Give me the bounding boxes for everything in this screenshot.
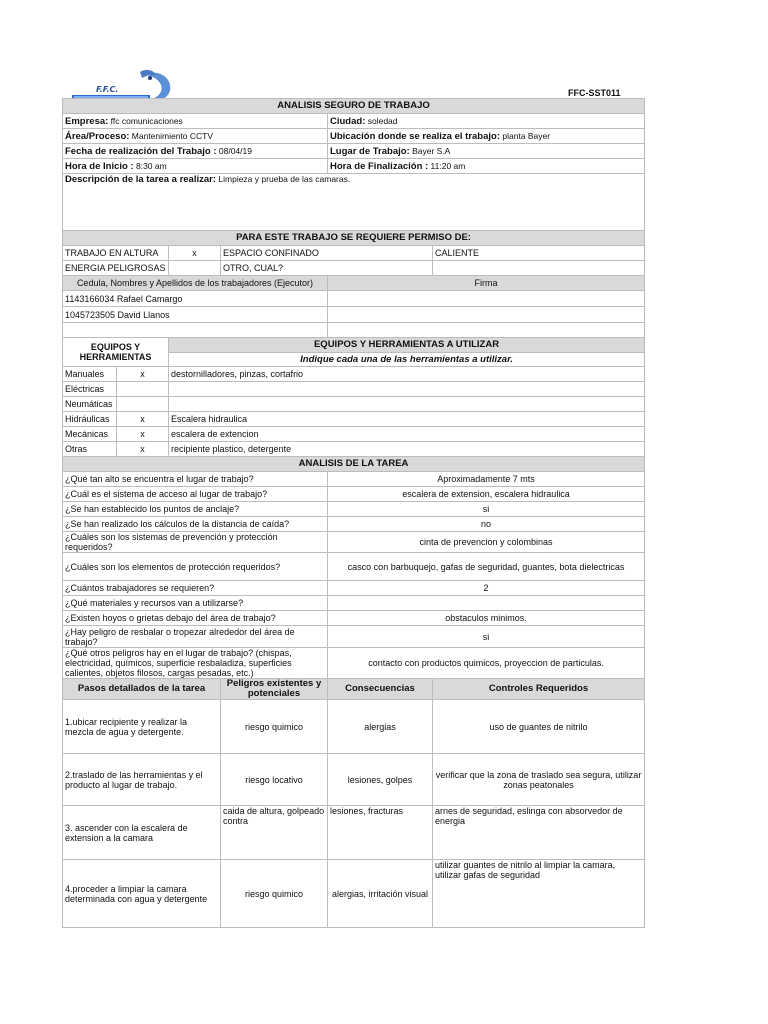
ubicacion-field (328, 129, 645, 144)
worker-name: 1143166034 Rafael Camargo (63, 291, 328, 307)
step-control: utilizar guantes de nitrilo al limpiar la camara, utilizar gafas de seguridad (433, 860, 645, 928)
descripcion-field (63, 174, 645, 231)
step-hazard: caida de altura, golpeado contra (221, 806, 328, 860)
form-title: ANALISIS SEGURO DE TRABAJO (63, 99, 645, 114)
hazards-header: Peligros existentes y potenciales (221, 679, 328, 700)
tool-mark: x (117, 367, 169, 382)
area-label: Área/Proceso: (65, 130, 130, 142)
lugar-label: Lugar de Trabajo: (330, 145, 410, 157)
analysis-answer: 2 (328, 581, 645, 596)
workers-sign-header: Firma (328, 276, 645, 291)
analysis-row (63, 472, 645, 487)
hora-fin-value: 11:20 am (428, 160, 466, 171)
descripcion-value: Limpieza y prueba de las camaras. (216, 174, 351, 184)
tool-detail: Escalera hidraulica (169, 412, 645, 427)
analysis-row (63, 553, 645, 581)
tool-detail: destornilladores, pinzas, cortafrio (169, 367, 645, 382)
permit-name: ENERGIA PELIGROSAS (63, 261, 169, 276)
analysis-answer: Aproximadamente 7 mts (328, 472, 645, 487)
tool-type: Neumáticas (63, 397, 117, 412)
analysis-answer: escalera de extension, escalera hidraulica (328, 487, 645, 502)
tool-detail (169, 397, 645, 412)
permit-row (63, 246, 645, 261)
tool-type: Hidráulicas (63, 412, 117, 427)
analysis-row (63, 648, 645, 679)
descripcion-label: Descripción de la tarea a realizar: (65, 174, 217, 185)
tool-row (63, 412, 645, 427)
area-field (63, 129, 328, 144)
empresa-value: ffc comunicaciones (108, 115, 183, 126)
tool-row (63, 397, 645, 412)
analysis-answer (328, 596, 645, 611)
permit-name (433, 261, 645, 276)
analysis-question: ¿Cuáles son los elementos de protección requeridos? (63, 553, 328, 581)
tool-mark: x (117, 427, 169, 442)
analysis-answer: no (328, 517, 645, 532)
ciudad-value: soledad (365, 115, 398, 126)
permits-heading: PARA ESTE TRABAJO SE REQUIERE PERMISO DE: (63, 231, 645, 246)
worker-signature (328, 291, 645, 307)
analysis-answer: contacto con productos quimicos, proyeccion de particulas. (328, 648, 645, 679)
document-code: FFC-SST011 (568, 88, 621, 98)
permit-name: CALIENTE (433, 246, 645, 261)
workers-names-header: Cedula, Nombres y Apellidos de los trabajadores (Ejecutor) (63, 276, 328, 291)
analysis-answer: si (328, 502, 645, 517)
analysis-question: ¿Qué tan alto se encuentra el lugar de trabajo? (63, 472, 328, 487)
ubicacion-label: Ubicación donde se realiza el trabajo: (330, 130, 500, 142)
ciudad-field (328, 114, 645, 129)
analysis-question: ¿Se han realizado los cálculos de la distancia de caída? (63, 517, 328, 532)
hora-inicio-label: Hora de Inicio : (65, 160, 134, 172)
step-row (63, 860, 645, 928)
worker-empty (328, 323, 645, 338)
worker-name: 1045723505 David Llanos (63, 307, 328, 323)
analysis-answer: cinta de prevencion y colombinas (328, 532, 645, 553)
step-row (63, 700, 645, 754)
logo-text: F.F.C. (96, 85, 119, 94)
analysis-question: ¿Qué otros peligros hay en el lugar de trabajo? (chispas, electricidad, químicos, superficie resbaladiza, superficies calientes, objetos filosos, cargas pesadas, etc.) (63, 648, 328, 679)
step-row (63, 806, 645, 860)
area-value: Mantenimiento CCTV (129, 130, 214, 141)
step-row (63, 754, 645, 806)
analysis-row (63, 581, 645, 596)
step-consequence: lesiones, fracturas (328, 806, 433, 860)
safety-analysis-form (62, 98, 645, 928)
steps-header: Pasos detallados de la tarea (63, 679, 221, 700)
consequences-header: Consecuencias (328, 679, 433, 700)
tool-type: Otras (63, 442, 117, 457)
ubicacion-value: planta Bayer (500, 130, 551, 141)
fecha-field (63, 144, 328, 159)
analysis-row (63, 626, 645, 648)
permit-mark: x (169, 246, 221, 261)
tool-type: Eléctricas (63, 382, 117, 397)
analysis-row (63, 532, 645, 553)
analysis-row (63, 502, 645, 517)
tool-type: Mecánicas (63, 427, 117, 442)
step-description: 2.traslado de las herramientas y el producto al lugar de trabajo. (63, 754, 221, 806)
ciudad-label: Ciudad: (330, 115, 366, 127)
hora-inicio-value: 8:30 am (133, 160, 167, 171)
lugar-value: Bayer S.A (409, 145, 451, 156)
lugar-field (328, 144, 645, 159)
analysis-answer: obstaculos minimos. (328, 611, 645, 626)
tools-heading: EQUIPOS Y HERRAMIENTAS A UTILIZAR (169, 338, 645, 353)
tool-detail (169, 382, 645, 397)
tool-type: Manuales (63, 367, 117, 382)
step-consequence: alergias (328, 700, 433, 754)
step-consequence: alergias, irritación visual (328, 860, 433, 928)
analysis-question: ¿Cuántos trabajadores se requieren? (63, 581, 328, 596)
step-hazard: riesgo quimico (221, 700, 328, 754)
hora-fin-field (328, 159, 645, 174)
empresa-field (63, 114, 328, 129)
analysis-question: ¿Existen hoyos o grietas debajo del área de trabajo? (63, 611, 328, 626)
tool-detail: recipiente plastico, detergente (169, 442, 645, 457)
hora-fin-label: Hora de Finalización : (330, 160, 429, 172)
step-hazard: riesgo locativo (221, 754, 328, 806)
fecha-value: 08/04/19 (216, 145, 252, 156)
analysis-row (63, 596, 645, 611)
analysis-answer: si (328, 626, 645, 648)
step-description: 3. ascender con la escalera de extension a la camara (63, 806, 221, 860)
analysis-question: ¿Qué materiales y recursos van a utilizarse? (63, 596, 328, 611)
analysis-question: ¿Cuáles son los sistemas de prevención y protección requeridos? (63, 532, 328, 553)
analysis-question: ¿Cuál es el sistema de acceso al lugar de trabajo? (63, 487, 328, 502)
tool-mark: x (117, 412, 169, 427)
step-description: 4.proceder a limpiar la camara determinada con agua y detergente (63, 860, 221, 928)
tool-mark (117, 382, 169, 397)
worker-row (63, 307, 645, 323)
analysis-row (63, 487, 645, 502)
hora-inicio-field (63, 159, 328, 174)
analysis-row (63, 517, 645, 532)
step-consequence: lesiones, golpes (328, 754, 433, 806)
tool-detail: escalera de extencion (169, 427, 645, 442)
tools-subheading: Indique cada una de las herramientas a utilizar. (169, 353, 645, 367)
permit-name: TRABAJO EN ALTURA (63, 246, 169, 261)
tool-row (63, 367, 645, 382)
analysis-row (63, 611, 645, 626)
step-control: uso de guantes de nitrilo (433, 700, 645, 754)
empresa-label: Empresa: (65, 115, 109, 127)
tool-row (63, 382, 645, 397)
analysis-heading: ANALISIS DE LA TAREA (63, 457, 645, 472)
permit-row (63, 261, 645, 276)
step-control: arnes de seguridad, eslinga con absorvedor de energia (433, 806, 645, 860)
controls-header: Controles Requeridos (433, 679, 645, 700)
permit-mark (169, 261, 221, 276)
worker-row (63, 291, 645, 307)
tool-row (63, 442, 645, 457)
analysis-question: ¿Hay peligro de resbalar o tropezar alrededor del área de trabajo? (63, 626, 328, 648)
permit-name: ESPACIO CONFINADO (221, 246, 433, 261)
tool-mark: x (117, 442, 169, 457)
step-control: verificar que la zona de traslado sea segura, utilizar zonas peatonales (433, 754, 645, 806)
permit-name: OTRO, CUAL? (221, 261, 433, 276)
analysis-answer: casco con barbuquejo, gafas de seguridad, guantes, bota dielectricas (328, 553, 645, 581)
worker-empty (63, 323, 328, 338)
step-description: 1.ubicar recipiente y realizar la mezcla de agua y detergente. (63, 700, 221, 754)
tool-row (63, 427, 645, 442)
step-hazard: riesgo quimico (221, 860, 328, 928)
analysis-question: ¿Se han establecido los puntos de anclaje? (63, 502, 328, 517)
worker-signature (328, 307, 645, 323)
fecha-label: Fecha de realización del Trabajo : (65, 145, 217, 157)
tools-col-header: EQUIPOS Y HERRAMIENTAS (63, 338, 169, 367)
tool-mark (117, 397, 169, 412)
